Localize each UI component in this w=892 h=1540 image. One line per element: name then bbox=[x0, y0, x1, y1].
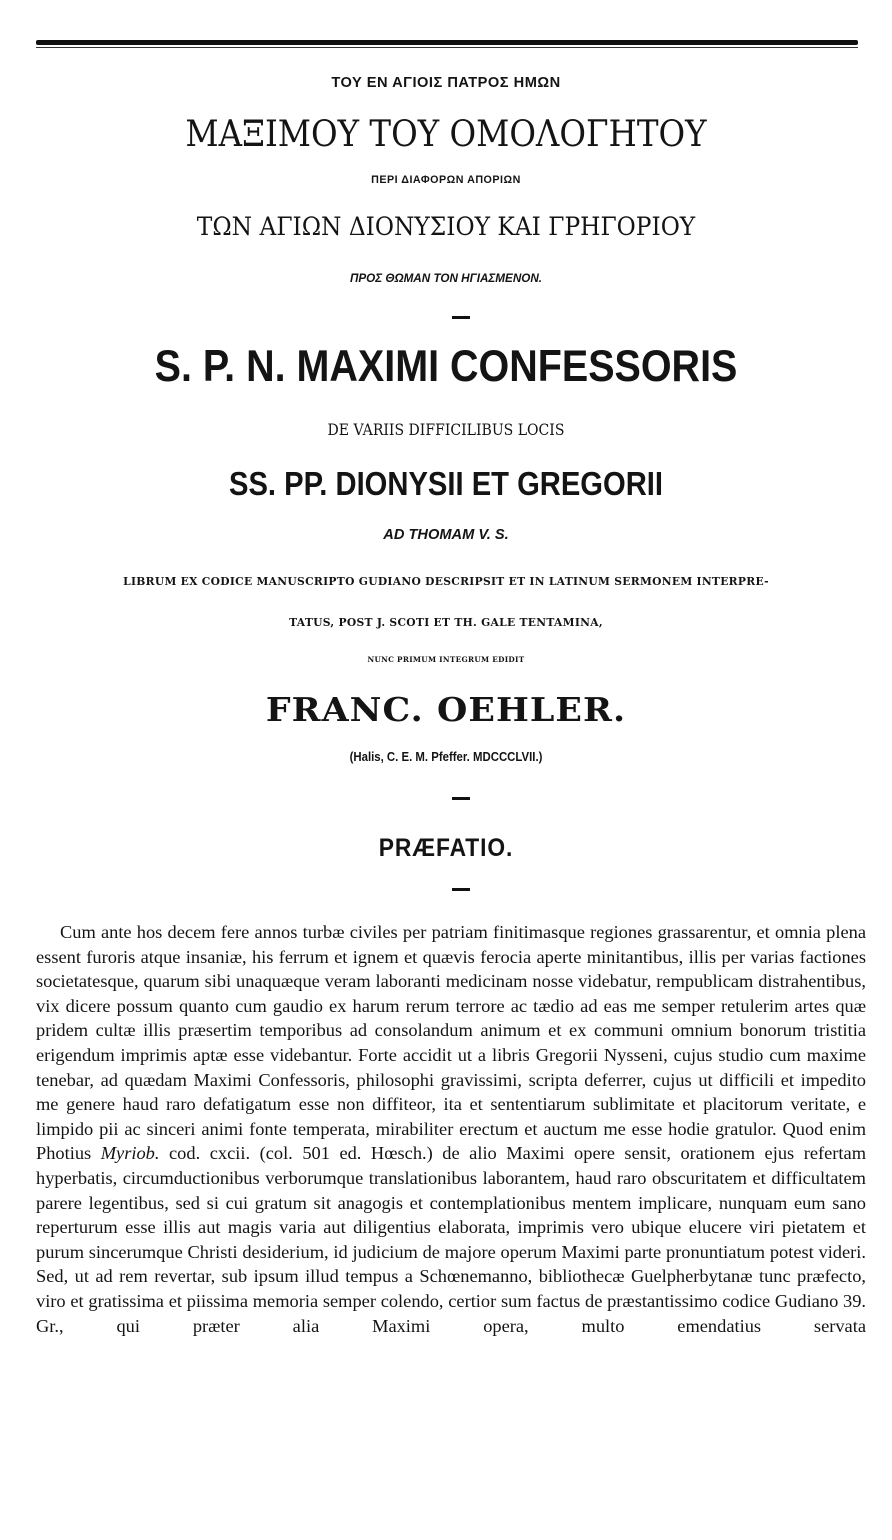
greek-title-author: ΜΑΞΙΜΟΥ ΤΟΥ ΟΜΟΛΟΓΗΤΟΥ bbox=[185, 113, 707, 155]
praefatio-text-part1: Cum ante hos decem fere annos turbæ civiles per patriam finitimasque regiones grassarentur, et omnia plena essent furoris atque insaniæ, his ferrum et ignem et quævis ferocia aperte minitantibus, illis per varias factiones societatesque, quarum sibi unaquæque veram laboranti medicinam nosse videbatur, rempublicam distrahentibus, vix dicere possum quanto cum gaudio ex harum rerum terrore ac tædio ad eas me semper retulerim artes quæ pridem cultæ illis præsertim temporibus ad consolandum animum et ex communi omnium bonorum tristitia erigendum imprimis aptæ esse videbantur. Forte accidit ut a libris Gregorii Nysseni, cujus studio cum maxime tenebar, ad quædam Maximi Confessoris, philosophi gravissimi, scripta deferrer, cujus ut difficili et impedito me genere haud raro defatigatum esse non diffiteor, ita et sententiarum sublimitate et placitorum veritate, e limpido pii ac sinceri animi fonte temperata, mirabiliter erectum et auctum me esse hodie gratulor. Quod enim Photius bbox=[36, 922, 866, 1164]
editor-name: FRANC. OEHLER. bbox=[265, 690, 627, 729]
latin-title-line6: TATUS, POST J. SCOTI ET TH. GALE TENTAMINA, bbox=[289, 616, 603, 629]
greek-title-line4: ΤΩΝ ΑΓΙΩΝ ΔΙΟΝΥΣΙΟΥ ΚΑΙ ΓΡΗΓΟΡΙΟΥ bbox=[196, 211, 696, 241]
separator-dash bbox=[452, 797, 470, 800]
imprint: (Halis, C. E. M. Pfeffer. MDCCCLVII.) bbox=[349, 750, 543, 764]
latin-title-line2: DE VARIIS DIFFICILIBUS LOCIS bbox=[327, 421, 565, 439]
praefatio-text-part2: cod. cxcii. (col. 501 ed. Hœsch.) de alio Maximi opere sensit, orationem ejus refertam hyperbatis, circumductionibus verborumque translationibus laborantem, haud raro obscuritatem et difficultatem parere legentibus, sed si cui gratum sit anagogis et contemplationibus mentem implicare, nunquam eum sano reperturum esse illis aut magis varia aut diligentius elaborata, imprimis vero ubique elucere viri pietatem et purum sincerumque Christi desiderium, id judicium de majore operum Maximi parte pronuntiatum potest videri. Sed, ut ad rem revertar, sub ipsum illud tempus a Schœnemanno, bibliothecæ Guelpherbytanæ tunc præfecto, viro et gratissima et piissima memoria semper colendo, certior sum factus de præstantissimo codice Gudiano 39. Gr., qui præter alia Maximi opera, multo emendatius servata bbox=[36, 1143, 866, 1336]
latin-title-line7: NUNC PRIMUM INTEGRUM EDIDIT bbox=[367, 655, 525, 664]
myriob-reference: Myriob. bbox=[100, 1143, 160, 1164]
latin-title-line4: AD THOMAM V. S. bbox=[383, 527, 509, 543]
latin-title-author: S. P. N. MAXIMI CONFESSORIS bbox=[154, 340, 738, 391]
praefatio-body bbox=[36, 920, 866, 1338]
separator-dash bbox=[452, 888, 470, 891]
greek-title-line1: ΤΟΥ ΕΝ ΑΓΙΟΙΣ ΠΑΤΡΟΣ ΗΜΩΝ bbox=[331, 75, 561, 91]
latin-title-line5: LIBRUM EX CODICE MANUSCRIPTO GUDIANO DESCRIPSIT ET IN LATINUM SERMONEM INTERPRE- bbox=[123, 575, 769, 588]
latin-title-line3: SS. PP. DIONYSII ET GREGORII bbox=[228, 466, 663, 503]
top-rule bbox=[36, 40, 858, 45]
greek-title-line5: ΠΡΟΣ ΘΩΜΑΝ ΤΟΝ ΗΓΙΑΣΜΕΝΟΝ. bbox=[349, 272, 543, 285]
praefatio-heading: PRÆFATIO. bbox=[378, 834, 514, 862]
praefatio-paragraph bbox=[36, 920, 866, 1338]
greek-title-line3: ΠΕΡΙ ΔΙΑΦΟΡΩΝ ΑΠΟΡΙΩΝ bbox=[371, 174, 521, 186]
separator-dash bbox=[452, 316, 470, 319]
